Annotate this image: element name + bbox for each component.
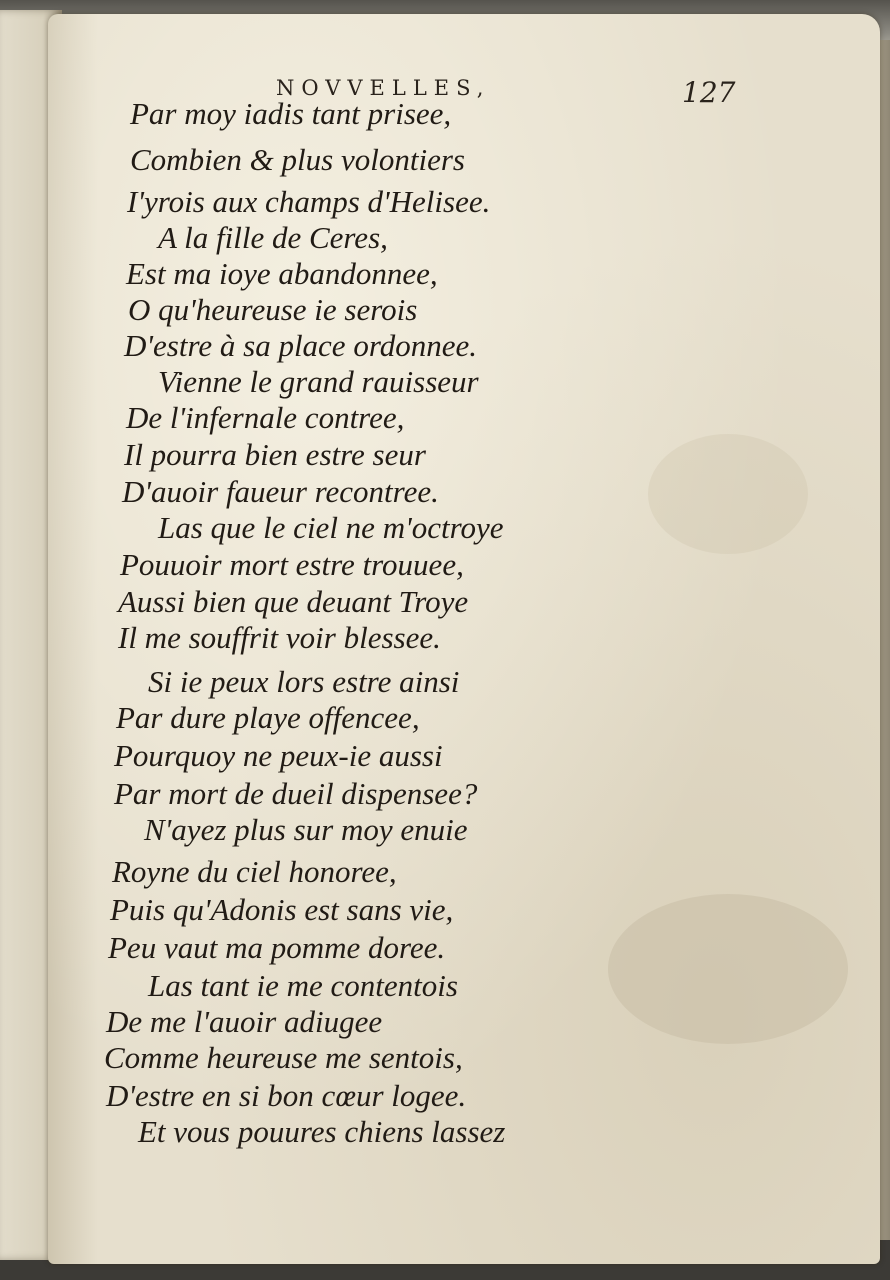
verse-line: O qu'heureuse ie serois bbox=[128, 292, 418, 327]
verse-line: Comme heureuse me sentois, bbox=[104, 1040, 463, 1075]
verse-line: A la fille de Ceres, bbox=[158, 220, 388, 255]
verse-line: Pouuoir mort estre trouuee, bbox=[120, 547, 464, 582]
verse-line: Pourquoy ne peux-ie aussi bbox=[114, 738, 443, 773]
verse-line: Aussi bien que deuant Troye bbox=[118, 584, 469, 619]
verse-line: Par dure playe offencee, bbox=[116, 700, 420, 735]
verse-line: De l'infernale contree, bbox=[126, 400, 405, 435]
verse-line: Las tant ie me contentois bbox=[148, 968, 458, 1003]
verse-line: Est ma ioye abandonnee, bbox=[126, 256, 438, 291]
verse-line: D'estre à sa place ordonnee. bbox=[124, 328, 478, 363]
page-number: 127 bbox=[682, 76, 736, 109]
running-head: NOVVELLES, bbox=[276, 76, 491, 100]
verse-line: Si ie peux lors estre ainsi bbox=[148, 664, 460, 699]
verse-line: Il pourra bien estre seur bbox=[124, 437, 426, 472]
verse-line: Puis qu'Adonis est sans vie, bbox=[110, 892, 454, 927]
verse-line: De me l'auoir adiugee bbox=[106, 1004, 383, 1039]
verse-line: Combien & plus volontiers bbox=[130, 142, 465, 177]
verse-line: Vienne le grand rauisseur bbox=[158, 364, 479, 399]
verse-line: N'ayez plus sur moy enuie bbox=[144, 812, 468, 847]
verse-line: Et vous pouures chiens lassez bbox=[138, 1114, 506, 1149]
verse-line: Par mort de dueil dispensee? bbox=[114, 776, 478, 811]
verse-line: Las que le ciel ne m'octroye bbox=[158, 510, 504, 545]
verse-text bbox=[0, 96, 890, 1176]
verse-line: Peu vaut ma pomme doree. bbox=[108, 930, 446, 965]
verse-line: Par moy iadis tant prisee, bbox=[130, 96, 452, 131]
verse-line: I'yrois aux champs d'Helisee. bbox=[127, 184, 491, 219]
verse-line: D'estre en si bon cœur logee. bbox=[106, 1078, 467, 1113]
verse-line: Royne du ciel honoree, bbox=[112, 854, 397, 889]
verse-line: Il me souffrit voir blessee. bbox=[118, 620, 441, 655]
verse-line: D'auoir faueur recontree. bbox=[122, 474, 439, 509]
